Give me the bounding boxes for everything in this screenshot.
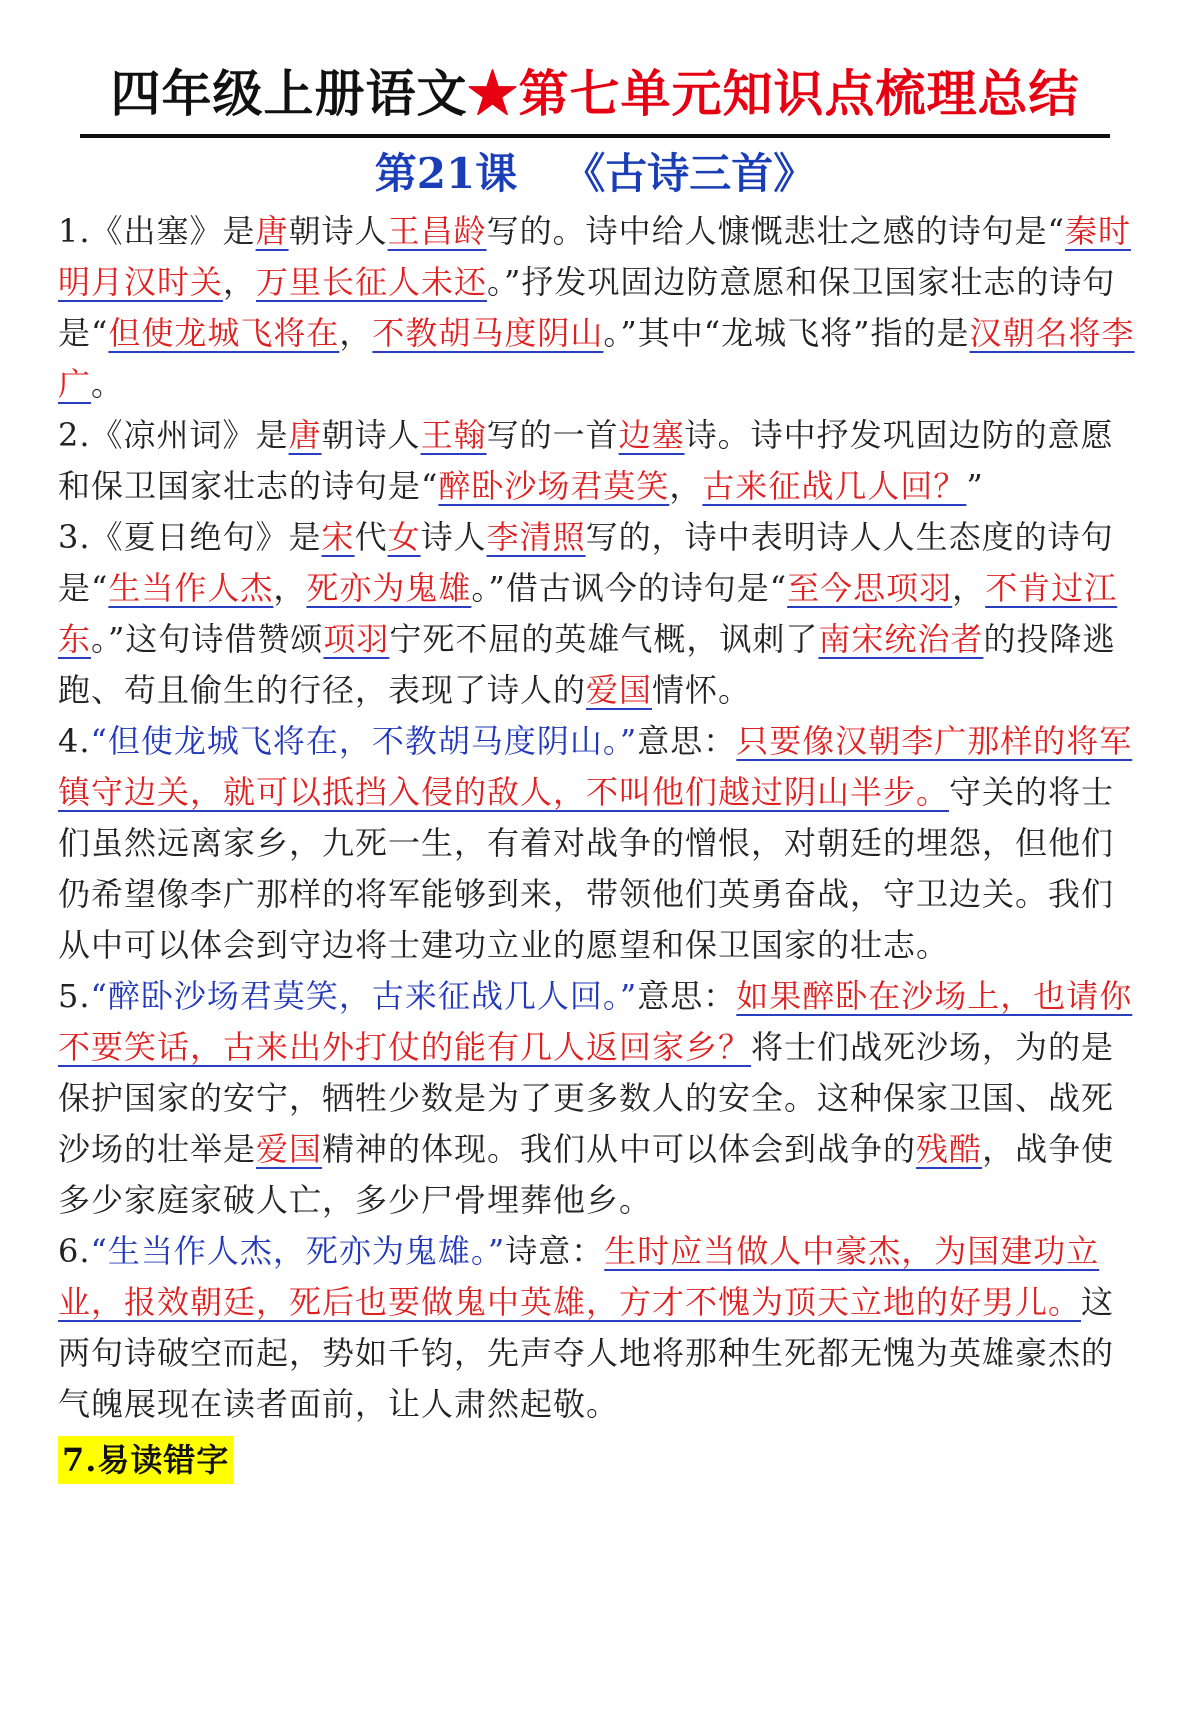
answer-verse: 生当作人杰	[108, 569, 274, 607]
answer-verse: 至今思项羽	[787, 569, 953, 607]
quoted-verse: “但使龙城飞将在，不教胡马度阴山。”	[90, 722, 638, 760]
quoted-verse: “醉卧沙场君莫笑，古来征战几人回。”	[90, 977, 638, 1015]
answer-meaning: 生时应当做人中豪杰，为国建功立业，报效朝廷，死后也要做鬼中英雄，方才不愧为顶天立地的好男儿。	[58, 1232, 1100, 1321]
title-underline	[80, 134, 1110, 138]
section-label-misread-characters: 7.易读错字	[58, 1436, 233, 1484]
note-item-4: 4.“但使龙城飞将在，不教胡马度阴山。”意思：只要像汉朝李广那样的将军镇守边关，就可以抵挡入侵的敌人，不叫他们越过阴山半步。守关的将士们虽然远离家乡，九死一生，有着对战争的憎恨，对朝廷的埋怨，但他们仍希望像李广那样的将军能够到来，带领他们英勇奋战，守卫边关。我们从中可以体会到守边将士建功立业的愿望和保卫国家的壮志。	[58, 722, 1133, 964]
answer-target: 南宋统治者	[818, 620, 984, 658]
answer-poet: 李清照	[486, 518, 586, 556]
answer-gender: 女	[387, 518, 421, 556]
lesson-heading	[0, 146, 1190, 202]
answer-genre: 边塞	[618, 416, 685, 454]
answer-verse: 但使龙城飞将在	[108, 314, 340, 352]
answer-verse: 死亦为鬼雄	[306, 569, 472, 607]
answer-person: 项羽	[323, 620, 390, 658]
answer-verse: 万里长征人未还	[256, 263, 488, 301]
answer-dynasty: 宋	[321, 518, 355, 556]
quoted-verse: “生当作人杰，死亦为鬼雄。”	[90, 1232, 506, 1270]
note-item-3: 3.《夏日绝句》是宋代女诗人李清照写的，诗中表明诗人人生态度的诗句是“生当作人杰，死亦为鬼雄。”借古讽今的诗句是“至今思项羽，不肯过江东。”这句诗借赞颂项羽宁死不屈的英雄气概，讽刺了南宋统治者的投降逃跑、苟且偷生的行径，表现了诗人的爱国情怀。	[58, 518, 1118, 709]
answer-poet: 王翰	[420, 416, 487, 454]
page-title	[0, 62, 1190, 126]
answer-meaning: 如果醉卧在沙场上，也请你不要笑话，古来出外打仗的能有几人返回家乡？	[58, 977, 1133, 1066]
lesson-number: 第21课	[374, 149, 518, 198]
answer-poet: 王昌龄	[387, 212, 487, 250]
note-item-6: 6.“生当作人杰，死亦为鬼雄。”诗意：生时应当做人中豪杰，为国建功立业，报效朝廷，死后也要做鬼中英雄，方才不愧为顶天立地的好男儿。这两句诗破空而起，势如千钧，先声夺人地将那种生死都无愧为英雄豪杰的气魄展现在读者面前，让人肃然起敬。	[58, 1232, 1115, 1423]
title-prefix: 四年级上册语文	[110, 64, 468, 123]
answer-emotion: 爱国	[586, 671, 653, 709]
answer-dynasty: 唐	[288, 416, 322, 454]
notes-body	[58, 206, 1136, 1486]
note-item-1: 1.《出塞》是唐朝诗人王昌龄写的。诗中给人慷慨悲壮之感的诗句是“秦时明月汉时关，万里长征人未还。”抒发巩固边防意愿和保卫国家壮志的诗句是“但使龙城飞将在，不教胡马度阴山。”其中“龙城飞将”指的是汉朝名将李广。	[58, 212, 1135, 403]
answer-verse: 秦时明月汉时关	[58, 212, 1131, 301]
answer-dynasty: 唐	[255, 212, 289, 250]
star-icon: ★	[467, 64, 519, 123]
title-suffix: 第七单元知识点梳理总结	[518, 64, 1080, 123]
answer-person: 汉朝名将李广	[58, 314, 1135, 403]
note-item-5: 5.“醉卧沙场君莫笑，古来征战几人回。”意思：如果醉卧在沙场上，也请你不要笑话，古来出外打仗的能有几人返回家乡？将士们战死沙场，为的是保护国家的安宁，牺牲少数是为了更多数人的安全。这种保家卫国、战死沙场的壮举是爱国精神的体现。我们从中可以体会到战争的残酷，战争使多少家庭家破人亡，多少尸骨埋葬他乡。	[58, 977, 1133, 1219]
answer-verse: 古来征战几人回？	[702, 467, 967, 505]
answer-verse: 不肯过江东	[58, 569, 1118, 658]
answer-verse: 醉卧沙场君莫笑	[438, 467, 670, 505]
answer-verse: 不教胡马度阴山	[372, 314, 604, 352]
answer-meaning: 只要像汉朝李广那样的将军镇守边关，就可以抵挡入侵的敌人，不叫他们越过阴山半步。	[58, 722, 1133, 811]
note-item-2: 2.《凉州词》是唐朝诗人王翰写的一首边塞诗。诗中抒发巩固边防的意愿和保卫国家壮志的诗句是“醉卧沙场君莫笑，古来征战几人回？”	[58, 416, 1114, 505]
answer-emotion: 爱国	[256, 1130, 323, 1168]
lesson-name: 《古诗三首》	[563, 149, 816, 198]
answer-word: 残酷	[916, 1130, 983, 1168]
